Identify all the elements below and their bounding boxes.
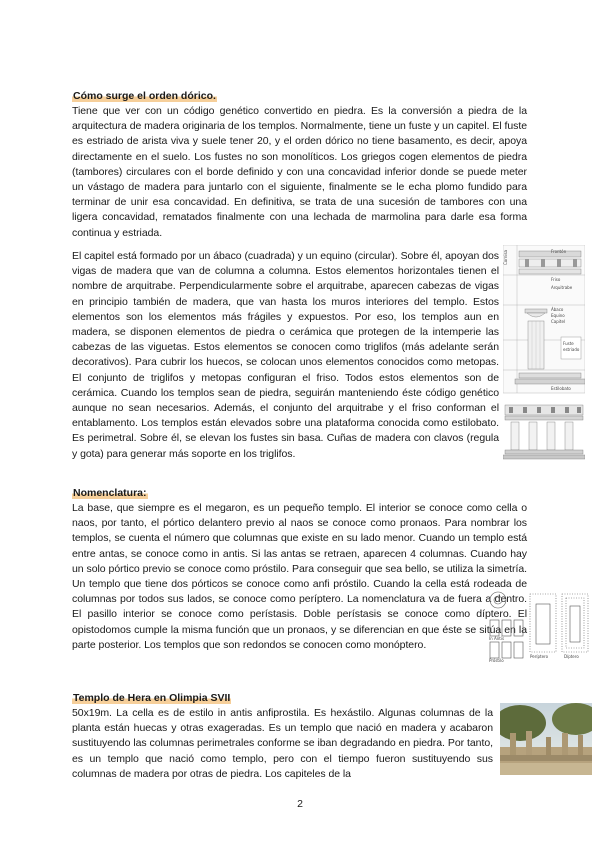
svg-text:Períptero: Períptero: [530, 654, 549, 659]
page-number: 2: [297, 798, 303, 810]
temple-photo-illustration: [500, 703, 592, 775]
svg-text:Arquitrabe: Arquitrabe: [551, 285, 573, 290]
svg-text:estriado: estriado: [563, 347, 580, 352]
section-heading: Cómo surge el orden dórico.: [73, 90, 216, 102]
svg-text:In Antis: In Antis: [489, 636, 505, 641]
svg-text:Friso: Friso: [551, 277, 561, 282]
svg-text:Ábaco: Ábaco: [551, 307, 564, 312]
section-templo-hera: [72, 688, 493, 782]
temple-plans-diagram: [486, 590, 590, 665]
svg-text:Díptero: Díptero: [564, 654, 579, 659]
section-orden-dorico: [72, 86, 527, 241]
paragraph: La base, que siempre es el megaron, es un pequeño templo. El interior se conoce como cella o naos, por tanto, el pórtico delantero previo al naos se conoce como pronaos. Para nombrar los templos, se cuenta el número que columnas que existe en su lado menor. Cuando un templo está entre antas, se conoce como in antis. Si las antas se retraen, aparecen 4 columnas. Cuando hay un solo pórtico previo se conoce como próstilo. Para conseguir que sea bello, se utiliza la simetría. Un templo que tiene dos pórticos se conoce como anfi próstilo. Cuando la cella está rodeada de columnas por todos sus lados, se conoce como períptero. La nomenclatura va de fuera a dentro. El pasillo interior se conoce como perístasis. Doble perístasis se conoce como díptero. El opistodomos cumple la misma función que un pronaos, y se diferencian en que éste se sitúa en la parte posterior. Los templos que son redondos se conocen como monóptero.: [72, 502, 527, 651]
paragraph: El capitel está formado por un ábaco (cuadrada) y un equino (circular). Sobre él, apoyan dos vigas de madera que van de columna a columna. Estos elementos horizontales tienen el nombre de arquitrabe. Perpendicularmente sobre el arquitrabe, aparecen cabezas de vigas en principio también de madera, que van hasta los muros interiores del templo. Estos elementos son los elementos más frágiles y expuestos. Por eso, los templos aun en madera, se disponen elementos de piedra o cerámica que protegen de la intemperie las cabezas de las viguetas. Estos elementos se conocen como triglifos (más adelante serán decorativos). Para cubrir los huecos, se colocan unos elementos conocidos como metopas. El conjunto de triglifos y metopas configuran el friso. Todos estos elementos son de cerámica. Cuando los templos sean de piedra, seguirán manteniendo éste código genético aunque no sean necesarios. Además, el conjunto del arquitrabe y el friso conforman el entablamento. Los templos están elevados sobre una plataforma conocida como estilobato. Es perimetral. Sobre él, se elevan los fustes sin basa. Cuñas de madera con clavos (regula y gota) para generar más soporte en los triglifos.: [72, 250, 499, 460]
doric-order-diagram: [503, 245, 585, 465]
doric-order-illustration: [503, 245, 585, 465]
section-nomenclatura: [72, 483, 527, 653]
section-capitel: [72, 249, 499, 462]
paragraph: Tiene que ver con un código genético convertido en piedra. Es la conversión a piedra de la arquitectura de madera originaria de los templos. Normalmente, tiene un fuste y un capitel. El fuste es estriado de arista viva y suele tener 20, y el orden dórico no tiene basamento, es decir, apoya directamente en el suelo. Los fustes no son monolíticos. Los griegos cogen elementos de piedra (tambores) circulares con el borde definido y con una concavidad inferior donde se puede meter un vástago de madera para juntarlo con el siguiente, finalmente se le echa plomo fundido para terminar de unir esa concavidad. En definitiva, se trata de una sucesión de tambores con una ligera concavidad, rematados finalmente con una lechada de marmolina para darle esa forma continua y estriada.: [72, 105, 527, 239]
section-heading: Nomenclatura:: [73, 487, 147, 499]
svg-text:Equino: Equino: [551, 313, 565, 318]
svg-text:Cornisa: Cornisa: [503, 250, 508, 265]
svg-text:Estilobato: Estilobato: [551, 386, 571, 391]
svg-text:Capitel: Capitel: [551, 319, 566, 324]
paragraph: 50x19m. La cella es de estilo in antis anfiprostila. Es hexástilo. Algunas columnas de la planta están huecas y otras exageradas. Es un templo que nació en madera y acabaron sustituyendo las columnas perimetrales conforme se iban degradando en piedra. Por tanto, es un templo que nació como templo, pero con el tiempo fueron sustituyendo sus columnas de madera por otras de piedra. Los capiteles de la: [72, 707, 493, 780]
svg-text:Fuste: Fuste: [563, 341, 574, 346]
temple-plans-illustration: [486, 590, 590, 665]
svg-text:Próstilo: Próstilo: [489, 658, 504, 663]
temple-of-hera-photo: [500, 703, 592, 775]
section-heading: Templo de Hera en Olimpia SVII: [73, 692, 231, 704]
diagram-label: Frontón: [551, 249, 567, 254]
